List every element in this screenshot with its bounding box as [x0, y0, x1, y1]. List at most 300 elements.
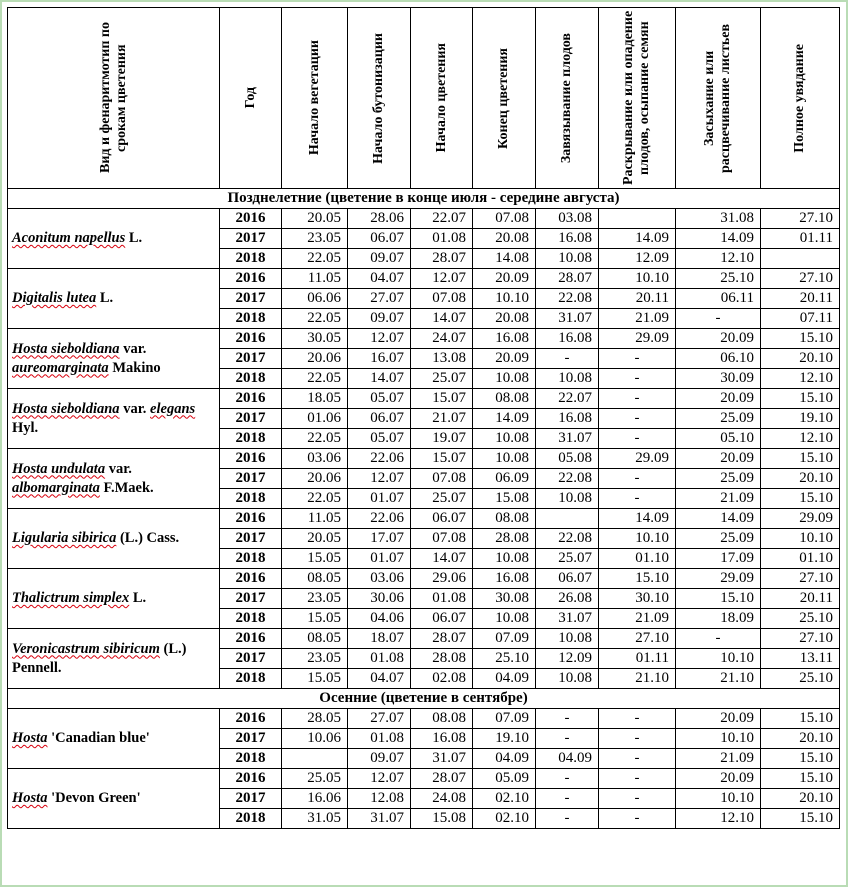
date-cell: 05.09 [473, 769, 536, 789]
date-cell: 21.07 [411, 409, 473, 429]
date-cell: 23.05 [282, 229, 348, 249]
date-cell: 30.09 [676, 369, 761, 389]
date-cell: 01.11 [761, 229, 840, 249]
date-cell: 20.08 [473, 229, 536, 249]
date-cell: 28.07 [411, 769, 473, 789]
species-name [8, 509, 220, 569]
col-header: Начало вегетации [282, 8, 348, 189]
species-latin: Veronicastrum sibiricum [12, 640, 160, 657]
date-cell: 15.10 [761, 449, 840, 469]
date-cell: 27.10 [761, 629, 840, 649]
date-cell: 16.08 [473, 569, 536, 589]
date-cell: 10.08 [536, 629, 599, 649]
date-cell: 14.09 [599, 229, 676, 249]
date-cell [536, 509, 599, 529]
date-cell: 01.07 [348, 549, 411, 569]
species-latin: Hosta [12, 790, 48, 806]
date-cell: - [536, 729, 599, 749]
date-cell: 01.07 [348, 489, 411, 509]
date-cell: 10.08 [536, 669, 599, 689]
date-cell: 06.06 [282, 289, 348, 309]
section-title: Позднелетние (цветение в конце июля - середине августа) [8, 189, 840, 209]
year-cell: 2018 [220, 749, 282, 769]
date-cell: 27.10 [761, 569, 840, 589]
date-cell: 10.08 [473, 429, 536, 449]
date-cell: 10.10 [599, 529, 676, 549]
species-infra-author: Hyl. [12, 419, 39, 436]
date-cell: 03.06 [348, 569, 411, 589]
date-cell: - [536, 769, 599, 789]
date-cell: 01.08 [411, 589, 473, 609]
date-cell: - [599, 749, 676, 769]
date-cell: - [599, 429, 676, 449]
date-cell: 22.08 [536, 529, 599, 549]
date-cell: - [536, 349, 599, 369]
date-cell: 29.09 [599, 449, 676, 469]
date-cell: 09.07 [348, 249, 411, 269]
year-cell: 2017 [220, 409, 282, 429]
date-cell: - [599, 349, 676, 369]
date-cell: 15.07 [411, 449, 473, 469]
species-author: var. [119, 340, 147, 357]
date-cell: 20.06 [282, 469, 348, 489]
year-cell: 2016 [220, 269, 282, 289]
table-row [8, 629, 840, 649]
date-cell: 15.07 [411, 389, 473, 409]
species-name [8, 709, 220, 769]
species-author: L. [125, 230, 143, 246]
table-row [8, 569, 840, 589]
date-cell: 12.10 [761, 429, 840, 449]
year-cell: 2016 [220, 449, 282, 469]
date-cell: 29.09 [599, 329, 676, 349]
date-cell: 10.10 [473, 289, 536, 309]
date-cell: 04.09 [473, 749, 536, 769]
date-cell: 28.07 [536, 269, 599, 289]
year-cell: 2017 [220, 349, 282, 369]
date-cell: 16.08 [536, 229, 599, 249]
section-row [8, 189, 840, 209]
date-cell: 06.07 [536, 569, 599, 589]
year-cell: 2018 [220, 429, 282, 449]
header-row [8, 8, 840, 189]
date-cell [761, 249, 840, 269]
date-cell: 04.09 [536, 749, 599, 769]
date-cell: 16.08 [411, 729, 473, 749]
col-header: Засыхание или расцвечивание листьев [676, 8, 761, 189]
year-cell: 2016 [220, 389, 282, 409]
date-cell: 05.07 [348, 389, 411, 409]
date-cell: - [599, 729, 676, 749]
year-cell: 2017 [220, 789, 282, 809]
date-cell: 03.06 [282, 449, 348, 469]
date-cell: 23.05 [282, 649, 348, 669]
date-cell: - [599, 389, 676, 409]
table-row [8, 209, 840, 229]
species-author: L. [96, 290, 114, 306]
date-cell: 20.09 [676, 389, 761, 409]
col-header: Полное увядание [761, 8, 840, 189]
date-cell: 22.05 [282, 489, 348, 509]
date-cell: 14.07 [411, 549, 473, 569]
species-name [8, 389, 220, 449]
year-cell: 2017 [220, 649, 282, 669]
date-cell: 29.09 [676, 569, 761, 589]
date-cell: 31.05 [282, 809, 348, 829]
phenology-table [7, 7, 840, 829]
date-cell: 20.06 [282, 349, 348, 369]
species-latin: Digitalis lutea [12, 290, 97, 306]
date-cell: 15.10 [761, 769, 840, 789]
col-header: Начало бутонизации [348, 8, 411, 189]
date-cell: 30.06 [348, 589, 411, 609]
date-cell: 28.07 [411, 629, 473, 649]
species-infra-author: F.Maek. [99, 479, 154, 496]
date-cell: 15.10 [761, 389, 840, 409]
date-cell: - [599, 469, 676, 489]
date-cell: 23.05 [282, 589, 348, 609]
date-cell: 13.11 [761, 649, 840, 669]
date-cell: 12.07 [411, 269, 473, 289]
date-cell: 07.08 [411, 529, 473, 549]
col-header: Вид и фенаритмотип по срокам цветения [8, 8, 220, 189]
date-cell: 21.09 [599, 309, 676, 329]
year-cell: 2018 [220, 309, 282, 329]
date-cell: 24.07 [411, 329, 473, 349]
date-cell: 31.08 [676, 209, 761, 229]
date-cell: 12.07 [348, 329, 411, 349]
date-cell: 13.08 [411, 349, 473, 369]
date-cell: - [599, 369, 676, 389]
date-cell: 31.07 [536, 429, 599, 449]
date-cell: 20.10 [761, 349, 840, 369]
species-name [8, 569, 220, 629]
table-row [8, 709, 840, 729]
date-cell: 19.10 [761, 409, 840, 429]
date-cell: 22.07 [411, 209, 473, 229]
date-cell: 18.05 [282, 389, 348, 409]
date-cell: 12.07 [348, 769, 411, 789]
date-cell: 20.05 [282, 529, 348, 549]
date-cell: 20.08 [473, 309, 536, 329]
year-cell: 2017 [220, 729, 282, 749]
date-cell: 01.10 [599, 549, 676, 569]
col-header: Завязывание плодов [536, 8, 599, 189]
date-cell: 20.09 [473, 349, 536, 369]
species-infra: elegans [150, 400, 196, 417]
species-name [8, 449, 220, 509]
col-header: Раскрывание или опадение плодов, осыпание семян [599, 8, 676, 189]
date-cell: 12.10 [676, 809, 761, 829]
date-cell: 10.10 [761, 529, 840, 549]
table-row [8, 769, 840, 789]
date-cell: 06.07 [411, 609, 473, 629]
date-cell: 29.09 [761, 509, 840, 529]
date-cell: - [536, 709, 599, 729]
species-latin: Hosta undulata [12, 460, 106, 477]
date-cell: 15.05 [282, 549, 348, 569]
date-cell: 30.05 [282, 329, 348, 349]
date-cell: 25.05 [282, 769, 348, 789]
species-latin: Aconitum napellus [12, 230, 126, 246]
date-cell: 01.11 [599, 649, 676, 669]
table-row [8, 389, 840, 409]
date-cell: 10.10 [676, 729, 761, 749]
date-cell [282, 749, 348, 769]
date-cell: 15.10 [599, 569, 676, 589]
date-cell: 20.11 [761, 289, 840, 309]
species-latin: Hosta sieboldiana [12, 400, 120, 417]
year-cell: 2016 [220, 769, 282, 789]
date-cell: 08.05 [282, 629, 348, 649]
col-header: Конец цветения [473, 8, 536, 189]
date-cell: - [599, 709, 676, 729]
species-name [8, 209, 220, 269]
table-body [8, 189, 840, 829]
date-cell: 02.10 [473, 809, 536, 829]
date-cell: 08.08 [473, 389, 536, 409]
date-cell: 16.08 [536, 409, 599, 429]
date-cell: 28.06 [348, 209, 411, 229]
date-cell: 04.07 [348, 669, 411, 689]
date-cell: 10.08 [536, 369, 599, 389]
date-cell: 25.09 [676, 529, 761, 549]
date-cell: 31.07 [348, 809, 411, 829]
date-cell: - [599, 809, 676, 829]
date-cell: 24.08 [411, 789, 473, 809]
date-cell: 15.10 [761, 709, 840, 729]
date-cell: 31.07 [536, 309, 599, 329]
date-cell: 14.09 [676, 509, 761, 529]
species-author: L. [129, 590, 147, 606]
date-cell: 28.08 [411, 649, 473, 669]
species-author: (L.) Cass. [116, 530, 180, 546]
year-cell: 2016 [220, 509, 282, 529]
date-cell: 29.06 [411, 569, 473, 589]
date-cell: 15.10 [761, 329, 840, 349]
date-cell: 27.10 [761, 209, 840, 229]
date-cell: 10.10 [599, 269, 676, 289]
species-author: 'Canadian blue' [47, 730, 150, 746]
col-header: Начало цветения [411, 8, 473, 189]
species-latin: Hosta [12, 730, 48, 746]
date-cell: 19.10 [473, 729, 536, 749]
date-cell: 12.10 [761, 369, 840, 389]
table-row [8, 449, 840, 469]
date-cell: 27.07 [348, 289, 411, 309]
date-cell: 16.06 [282, 789, 348, 809]
date-cell: 10.08 [536, 489, 599, 509]
date-cell: 09.07 [348, 309, 411, 329]
date-cell: 08.08 [473, 509, 536, 529]
date-cell: 14.09 [599, 509, 676, 529]
date-cell: 07.09 [473, 709, 536, 729]
date-cell: 22.05 [282, 309, 348, 329]
date-cell: 02.08 [411, 669, 473, 689]
species-latin: Hosta sieboldiana [12, 340, 120, 357]
date-cell: 01.08 [348, 729, 411, 749]
date-cell: 05.10 [676, 429, 761, 449]
date-cell: 07.11 [761, 309, 840, 329]
date-cell: 25.10 [761, 669, 840, 689]
year-cell: 2016 [220, 209, 282, 229]
date-cell: 12.10 [676, 249, 761, 269]
date-cell: 10.08 [536, 249, 599, 269]
date-cell: - [676, 309, 761, 329]
date-cell: 17.07 [348, 529, 411, 549]
date-cell: 22.05 [282, 369, 348, 389]
species-author: (L.) Pennell. [12, 640, 187, 676]
date-cell: 20.09 [676, 769, 761, 789]
date-cell [599, 209, 676, 229]
date-cell: 22.06 [348, 509, 411, 529]
date-cell: 10.08 [473, 549, 536, 569]
date-cell: 06.11 [676, 289, 761, 309]
date-cell: 25.10 [676, 269, 761, 289]
date-cell: 06.07 [348, 229, 411, 249]
date-cell: 04.06 [348, 609, 411, 629]
date-cell: 12.07 [348, 469, 411, 489]
date-cell: - [676, 629, 761, 649]
date-cell: 15.10 [761, 749, 840, 769]
year-cell: 2017 [220, 469, 282, 489]
date-cell: 16.08 [536, 329, 599, 349]
table-row [8, 329, 840, 349]
date-cell: 20.05 [282, 209, 348, 229]
date-cell: 07.08 [473, 209, 536, 229]
species-latin: Thalictrum simplex [12, 590, 130, 606]
date-cell: 06.09 [473, 469, 536, 489]
table-row [8, 509, 840, 529]
species-author: var. [119, 400, 151, 417]
date-cell: 15.10 [761, 809, 840, 829]
date-cell: 21.09 [676, 749, 761, 769]
date-cell: 07.08 [411, 469, 473, 489]
date-cell: 08.05 [282, 569, 348, 589]
date-cell: 27.10 [761, 269, 840, 289]
date-cell: 06.10 [676, 349, 761, 369]
date-cell: 25.07 [411, 489, 473, 509]
species-name [8, 269, 220, 329]
date-cell: 10.08 [473, 609, 536, 629]
date-cell: 10.10 [676, 789, 761, 809]
date-cell: 07.08 [411, 289, 473, 309]
year-cell: 2017 [220, 229, 282, 249]
date-cell: 16.08 [473, 329, 536, 349]
date-cell: 12.09 [536, 649, 599, 669]
date-cell: 20.09 [676, 449, 761, 469]
date-cell: 20.09 [473, 269, 536, 289]
date-cell: 07.09 [473, 629, 536, 649]
year-cell: 2016 [220, 569, 282, 589]
date-cell: 09.07 [348, 749, 411, 769]
date-cell: 14.07 [348, 369, 411, 389]
year-cell: 2018 [220, 249, 282, 269]
date-cell: 20.10 [761, 729, 840, 749]
date-cell: 11.05 [282, 269, 348, 289]
date-cell: 14.07 [411, 309, 473, 329]
date-cell: 15.08 [473, 489, 536, 509]
date-cell: 15.10 [761, 489, 840, 509]
date-cell: 01.08 [411, 229, 473, 249]
species-infra-author: Makino [108, 359, 161, 376]
date-cell: 25.10 [761, 609, 840, 629]
date-cell: 14.09 [676, 229, 761, 249]
date-cell: 27.10 [599, 629, 676, 649]
date-cell: 19.07 [411, 429, 473, 449]
year-cell: 2018 [220, 549, 282, 569]
date-cell: 21.09 [676, 489, 761, 509]
date-cell: 25.10 [473, 649, 536, 669]
year-cell: 2018 [220, 369, 282, 389]
date-cell: 03.08 [536, 209, 599, 229]
date-cell: 28.08 [473, 529, 536, 549]
date-cell: 01.10 [761, 549, 840, 569]
year-cell: 2017 [220, 589, 282, 609]
date-cell: 15.10 [676, 589, 761, 609]
species-infra: aureomarginata [12, 359, 109, 376]
species-name [8, 769, 220, 829]
date-cell: 26.08 [536, 589, 599, 609]
year-cell: 2017 [220, 289, 282, 309]
date-cell: 11.05 [282, 509, 348, 529]
year-cell: 2016 [220, 709, 282, 729]
date-cell: 18.07 [348, 629, 411, 649]
date-cell: 21.10 [676, 669, 761, 689]
date-cell: 31.07 [536, 609, 599, 629]
date-cell: 20.09 [676, 709, 761, 729]
date-cell: 06.07 [348, 409, 411, 429]
year-cell: 2017 [220, 529, 282, 549]
date-cell: 30.08 [473, 589, 536, 609]
date-cell: - [599, 789, 676, 809]
date-cell: 27.07 [348, 709, 411, 729]
date-cell: 05.08 [536, 449, 599, 469]
date-cell: 20.11 [599, 289, 676, 309]
date-cell: 28.05 [282, 709, 348, 729]
date-cell: 16.07 [348, 349, 411, 369]
year-cell: 2018 [220, 809, 282, 829]
date-cell: 05.07 [348, 429, 411, 449]
col-header: Год [220, 8, 282, 189]
date-cell: 22.06 [348, 449, 411, 469]
date-cell: 02.10 [473, 789, 536, 809]
date-cell: 28.07 [411, 249, 473, 269]
date-cell: 21.10 [599, 669, 676, 689]
date-cell: - [599, 489, 676, 509]
date-cell: 18.09 [676, 609, 761, 629]
date-cell: 10.06 [282, 729, 348, 749]
date-cell: 14.08 [473, 249, 536, 269]
date-cell: - [536, 789, 599, 809]
date-cell: 15.08 [411, 809, 473, 829]
species-latin: Ligularia sibirica [12, 530, 117, 546]
date-cell: 17.09 [676, 549, 761, 569]
date-cell: 14.09 [473, 409, 536, 429]
date-cell: 25.07 [411, 369, 473, 389]
date-cell: 31.07 [411, 749, 473, 769]
date-cell: 12.08 [348, 789, 411, 809]
species-author: var. [105, 460, 132, 477]
species-name [8, 629, 220, 689]
date-cell: 21.09 [599, 609, 676, 629]
date-cell: 25.09 [676, 409, 761, 429]
date-cell: 15.05 [282, 669, 348, 689]
year-cell: 2018 [220, 609, 282, 629]
date-cell: 20.11 [761, 589, 840, 609]
year-cell: 2016 [220, 629, 282, 649]
year-cell: 2018 [220, 489, 282, 509]
